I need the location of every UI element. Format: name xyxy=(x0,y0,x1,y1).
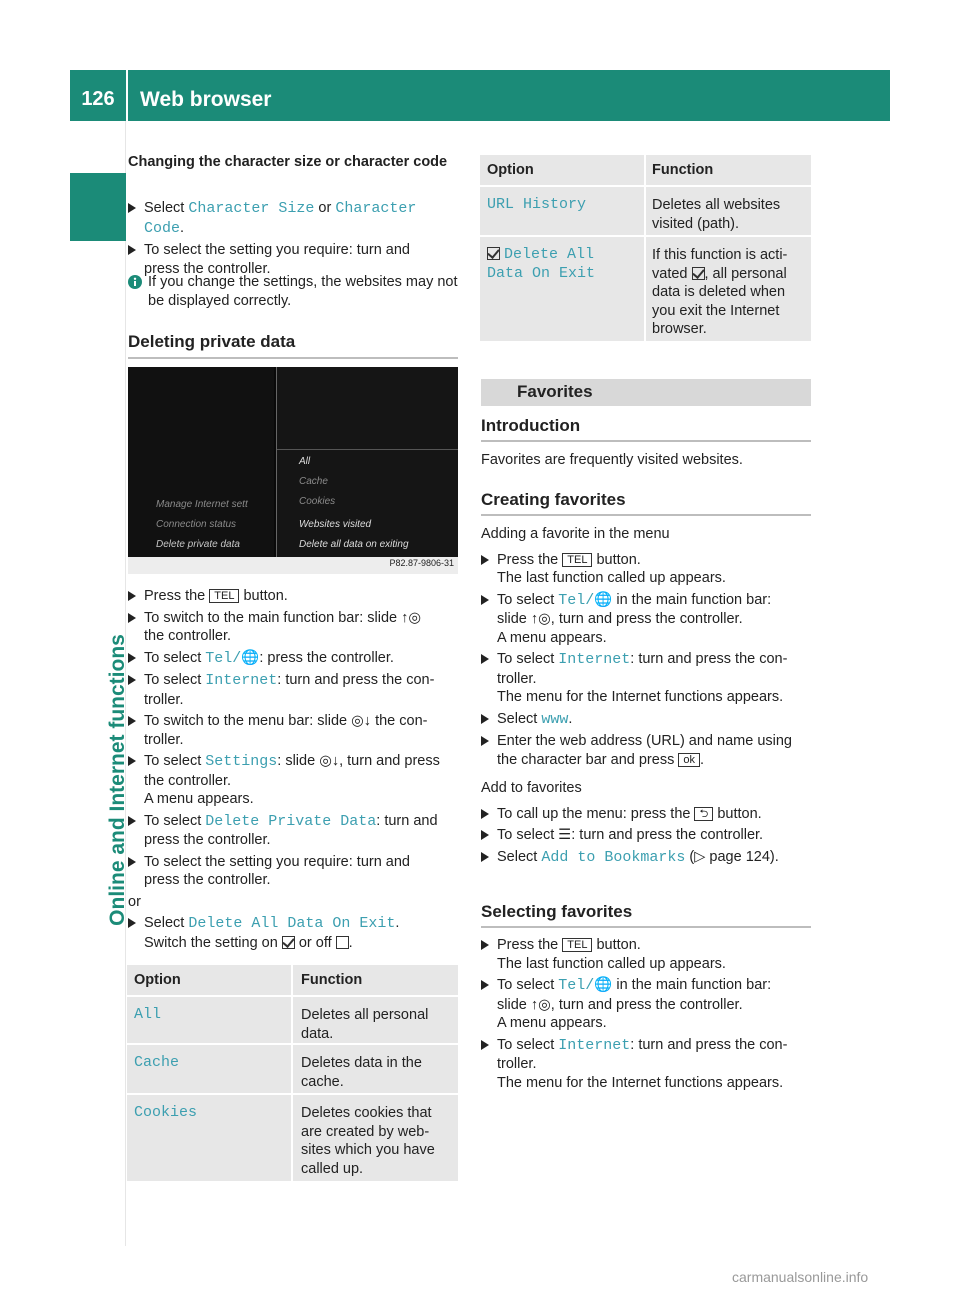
char-steps xyxy=(128,199,460,278)
page-number: 126 xyxy=(70,70,128,121)
step: Press the TEL button. xyxy=(128,587,460,606)
step: Select Delete All Data On Exit. Switch the setting on or off . xyxy=(128,914,460,952)
slide-up-icon: ↑◎ xyxy=(530,996,551,1013)
step: Enter the web address (URL) and name using the character bar and press ok . xyxy=(481,732,812,769)
table-header-option: Option xyxy=(134,972,181,988)
step: To select Tel/🌐 in the main function bar: slide ↑◎, turn and press the controller. A menu appears. xyxy=(481,591,812,648)
globe-icon: 🌐 xyxy=(594,977,613,993)
screenshot-left-panel xyxy=(128,367,274,557)
tel-key: TEL xyxy=(562,938,592,952)
back-icon: ⮌ xyxy=(694,807,713,821)
step: Select Add to Bookmarks (▷ page 124). xyxy=(481,848,812,868)
slide-down-icon: ◎↓ xyxy=(351,713,372,729)
info-note: If you change the settings, the websites may not be displayed correctly. xyxy=(128,273,460,310)
page-title: Web browser xyxy=(140,88,272,111)
step: To select Tel/🌐: press the controller. xyxy=(128,649,460,669)
ok-key: ok xyxy=(678,753,700,767)
divider xyxy=(481,440,811,442)
checkbox-checked-icon xyxy=(282,936,295,949)
adding-label: Adding a favorite in the menu xyxy=(481,526,670,542)
screenshot-item: Delete private data xyxy=(156,539,240,550)
step: To call up the menu: press the ⮌ button. xyxy=(481,805,812,824)
step: To select the setting you require: turn and press the controller. xyxy=(128,241,448,278)
favorites-section-title: Favorites xyxy=(481,379,811,406)
step: To select Internet: turn and press the con- troller. xyxy=(128,671,460,709)
globe-icon: 🌐 xyxy=(241,649,260,666)
step: To select ☰: turn and press the controller. xyxy=(481,826,812,845)
selecting-steps xyxy=(481,936,812,1092)
options-table xyxy=(127,965,458,1181)
creating-favorites-heading: Creating favorites xyxy=(481,490,626,509)
page-header xyxy=(70,70,890,121)
screenshot-right-panel xyxy=(276,367,458,557)
table-header-option: Option xyxy=(487,162,534,178)
slide-up-icon: ↑◎ xyxy=(530,611,551,627)
table-header-function: Function xyxy=(301,972,363,988)
screenshot-item: All xyxy=(299,456,311,467)
step: To select the setting you require: turn and press the controller. xyxy=(128,853,460,890)
step: To select Settings: slide ◎↓, turn and press the controller. A menu appears. xyxy=(128,752,460,809)
step: Press the TEL button. The last function called up appears. xyxy=(481,551,812,588)
tel-key: TEL xyxy=(209,589,239,603)
step: To switch to the menu bar: slide ◎↓ the con- troller. xyxy=(128,712,460,749)
table-row: Cookies Deletes cookies that are created by web-sites which you have called up. xyxy=(127,1093,458,1181)
info-icon xyxy=(128,275,142,289)
chapter-marker xyxy=(70,173,126,241)
introduction-heading: Introduction xyxy=(481,416,581,435)
screenshot-item: Manage Internet sett xyxy=(156,499,248,510)
step: To select Delete Private Data: turn and press the controller. xyxy=(128,812,460,850)
screenshot-item: Connection status xyxy=(156,519,237,530)
char-size-heading: Changing the character size or character code xyxy=(128,154,448,170)
menu-icon: ☰ xyxy=(558,827,572,843)
selecting-favorites-heading: Selecting favorites xyxy=(481,902,633,921)
screenshot-item: Cookies xyxy=(299,496,336,507)
or-text: or xyxy=(128,893,141,910)
divider xyxy=(128,357,458,359)
table-header-function: Function xyxy=(652,162,714,178)
tel-key: TEL xyxy=(562,553,592,567)
screenshot-delete-private-data xyxy=(128,367,458,574)
divider xyxy=(481,926,811,928)
screenshot-item: Delete all data on exiting xyxy=(299,539,409,550)
chapter-title: Online and Internet functions xyxy=(105,634,129,926)
step: To switch to the main function bar: slide ↑◎ the controller. xyxy=(128,609,460,646)
table-row: All Deletes all personal data. xyxy=(127,995,458,1043)
globe-icon: 🌐 xyxy=(594,591,613,608)
exit-options-table xyxy=(480,155,811,341)
checkbox-empty-icon xyxy=(336,936,349,949)
step: To select Internet: turn and press the con- troller. The menu for the Internet functions appears. xyxy=(481,1036,812,1093)
screenshot-item: Cache xyxy=(299,476,328,487)
creating-steps xyxy=(481,525,812,867)
step: To select Tel/🌐 in the main function bar: slide ↑◎, turn and press the controller. A menu appears. xyxy=(481,976,812,1033)
divider xyxy=(481,514,811,516)
screenshot-item: Websites visited xyxy=(299,519,372,530)
watermark: carmanualsonline.info xyxy=(732,1269,869,1285)
checkbox-checked-icon xyxy=(487,247,500,260)
table-row: URL History Deletes all websites visited (path). xyxy=(480,185,811,235)
step: Press the TEL button. The last function called up appears. xyxy=(481,936,812,973)
slide-up-icon: ↑◎ xyxy=(401,609,422,626)
delete-steps xyxy=(128,587,460,952)
delete-private-heading: Deleting private data xyxy=(128,332,296,351)
slide-down-icon: ◎↓ xyxy=(319,753,340,769)
intro-text: Favorites are frequently visited websites. xyxy=(481,452,743,468)
screenshot-caption-bar xyxy=(128,557,458,574)
step: Select www. xyxy=(481,710,812,730)
table-row: Delete All Data On Exit If this function is acti- vated , all personal data is deleted when you exit the Internet browser. xyxy=(480,235,811,341)
add-label: Add to favorites xyxy=(481,780,582,796)
checkbox-checked-icon xyxy=(692,267,705,280)
table-row: Cache Deletes data in the cache. xyxy=(127,1043,458,1093)
screenshot-code: P82.87-9806-31 xyxy=(389,557,454,568)
step: To select Internet: turn and press the con- troller. The menu for the Internet functions appears. xyxy=(481,650,812,707)
step: Select Character Size or Character Code. xyxy=(128,199,460,238)
